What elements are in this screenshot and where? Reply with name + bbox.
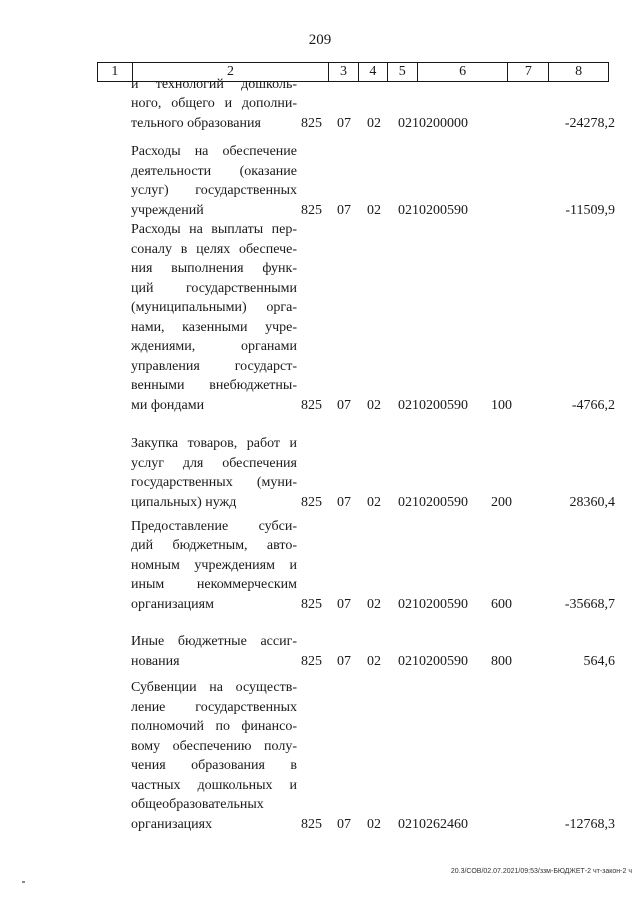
description-line: нами, казенными учре- bbox=[131, 319, 297, 335]
row-values bbox=[0, 652, 640, 672]
cell-target-article: 0210200590 bbox=[398, 494, 468, 510]
cell-amount: -24278,2 bbox=[564, 115, 615, 131]
cell-amount: -35668,7 bbox=[564, 596, 615, 612]
description-line: полномочий по финансо- bbox=[131, 719, 297, 734]
cell-amount: 28360,4 bbox=[569, 494, 615, 510]
cell-target-article: 0210262460 bbox=[398, 816, 468, 832]
description-line: Закупка товаров, работ и bbox=[131, 436, 297, 451]
cell-section: 07 bbox=[337, 816, 351, 832]
row-values bbox=[0, 493, 640, 513]
description-line: Расходы на обеспечение bbox=[131, 144, 297, 159]
description-line: ципальных) нужд bbox=[131, 494, 237, 510]
description-line: Предоставление субси- bbox=[131, 518, 297, 534]
description-line: иным некоммерческим bbox=[131, 577, 297, 592]
cell-section: 07 bbox=[337, 202, 351, 218]
cell-target-article: 0210200590 bbox=[398, 653, 468, 669]
row-values bbox=[0, 114, 640, 134]
description-line: ми фондами bbox=[131, 397, 205, 413]
cell-section: 07 bbox=[337, 397, 351, 413]
cell-amount: -11509,9 bbox=[565, 202, 615, 218]
description-line: (муниципальными) орга- bbox=[131, 300, 297, 315]
cell-subsection: 02 bbox=[367, 816, 381, 832]
description-line: услуг для обеспечения bbox=[131, 455, 297, 471]
column-header-6: 6 bbox=[418, 63, 509, 81]
cell-section: 07 bbox=[337, 653, 351, 669]
column-header-1: 1 bbox=[98, 63, 133, 81]
cell-target-article: 0210200000 bbox=[398, 115, 468, 131]
description-line: Расходы на выплаты пер- bbox=[131, 222, 297, 237]
row-values bbox=[0, 595, 640, 615]
row-description bbox=[131, 220, 297, 415]
description-line: вому обеспечению полу- bbox=[131, 738, 297, 754]
column-header-7: 7 bbox=[508, 63, 549, 81]
table-row bbox=[0, 678, 640, 834]
column-header-5: 5 bbox=[388, 63, 418, 81]
cell-target-article: 0210200590 bbox=[398, 596, 468, 612]
cell-expense-type: 100 bbox=[491, 397, 512, 413]
description-line: частных дошкольных и bbox=[131, 777, 297, 793]
description-line: государственных (муни- bbox=[131, 475, 297, 490]
cell-subsection: 02 bbox=[367, 653, 381, 669]
description-line: организациях bbox=[131, 816, 213, 832]
description-line: управления государст- bbox=[131, 358, 297, 374]
description-line: нования bbox=[131, 653, 180, 669]
description-line: общеобразовательных bbox=[131, 797, 264, 812]
description-line: Субвенции на осуществ- bbox=[131, 680, 297, 695]
row-values bbox=[0, 396, 640, 416]
cell-subsection: 02 bbox=[367, 115, 381, 131]
description-line: чения образования в bbox=[131, 758, 297, 773]
cell-expense-type: 800 bbox=[491, 653, 512, 669]
cell-subsection: 02 bbox=[367, 202, 381, 218]
cell-section: 07 bbox=[337, 596, 351, 612]
cell-expense-type: 600 bbox=[491, 596, 512, 612]
table-row bbox=[0, 517, 640, 615]
description-line: услуг) государственных bbox=[131, 183, 297, 198]
description-line: ния выполнения функ- bbox=[131, 261, 297, 276]
description-line: ждениями, органами bbox=[131, 339, 297, 354]
description-line: тельного образования bbox=[131, 115, 261, 131]
table-row bbox=[0, 142, 640, 220]
cell-amount: -4766,2 bbox=[571, 397, 615, 413]
cell-grbs: 825 bbox=[301, 816, 322, 832]
cell-grbs: 825 bbox=[301, 596, 322, 612]
cell-expense-type: 200 bbox=[491, 494, 512, 510]
description-line: деятельности (оказание bbox=[131, 163, 297, 179]
column-header-2: 2 bbox=[133, 63, 329, 81]
description-line: номным учреждениям и bbox=[131, 557, 297, 573]
description-line: Иные бюджетные ассиг- bbox=[131, 634, 297, 649]
column-header-4: 4 bbox=[359, 63, 388, 81]
description-line: и технологий дошколь- bbox=[131, 76, 297, 92]
footer-document-code: 20.3/СОВ/02.07.2021/09:53/ззм-БЮДЖЕТ-2 чт-закон-2 ч bbox=[450, 868, 632, 875]
table-row bbox=[0, 75, 640, 134]
row-description bbox=[131, 678, 297, 834]
cell-grbs: 825 bbox=[301, 653, 322, 669]
description-line: ций государственными bbox=[131, 280, 297, 296]
description-line: ление государственных bbox=[131, 699, 297, 715]
row-values bbox=[0, 815, 640, 835]
cell-amount: -12768,3 bbox=[564, 816, 615, 832]
table-row bbox=[0, 632, 640, 671]
row-values bbox=[0, 201, 640, 221]
cell-subsection: 02 bbox=[367, 494, 381, 510]
table-row bbox=[0, 220, 640, 415]
column-header-3: 3 bbox=[329, 63, 359, 81]
cell-section: 07 bbox=[337, 494, 351, 510]
cell-target-article: 0210200590 bbox=[398, 397, 468, 413]
description-line: соналу в целях обеспече- bbox=[131, 241, 297, 257]
description-line: венными внебюджетны- bbox=[131, 378, 297, 393]
cell-grbs: 825 bbox=[301, 494, 322, 510]
description-line: учреждений bbox=[131, 202, 204, 218]
cell-subsection: 02 bbox=[367, 596, 381, 612]
cell-grbs: 825 bbox=[301, 397, 322, 413]
cell-target-article: 0210200590 bbox=[398, 202, 468, 218]
scan-mark bbox=[22, 881, 25, 883]
description-line: ного, общего и дополни- bbox=[131, 96, 297, 111]
description-line: организациям bbox=[131, 596, 214, 612]
cell-amount: 564,6 bbox=[583, 653, 615, 669]
column-header-8: 8 bbox=[575, 64, 583, 79]
description-line: дий бюджетным, авто- bbox=[131, 538, 297, 553]
cell-subsection: 02 bbox=[367, 397, 381, 413]
table-row bbox=[0, 434, 640, 512]
cell-grbs: 825 bbox=[301, 202, 322, 218]
page-number: 209 bbox=[308, 32, 332, 48]
cell-section: 07 bbox=[337, 115, 351, 131]
cell-grbs: 825 bbox=[301, 115, 322, 131]
